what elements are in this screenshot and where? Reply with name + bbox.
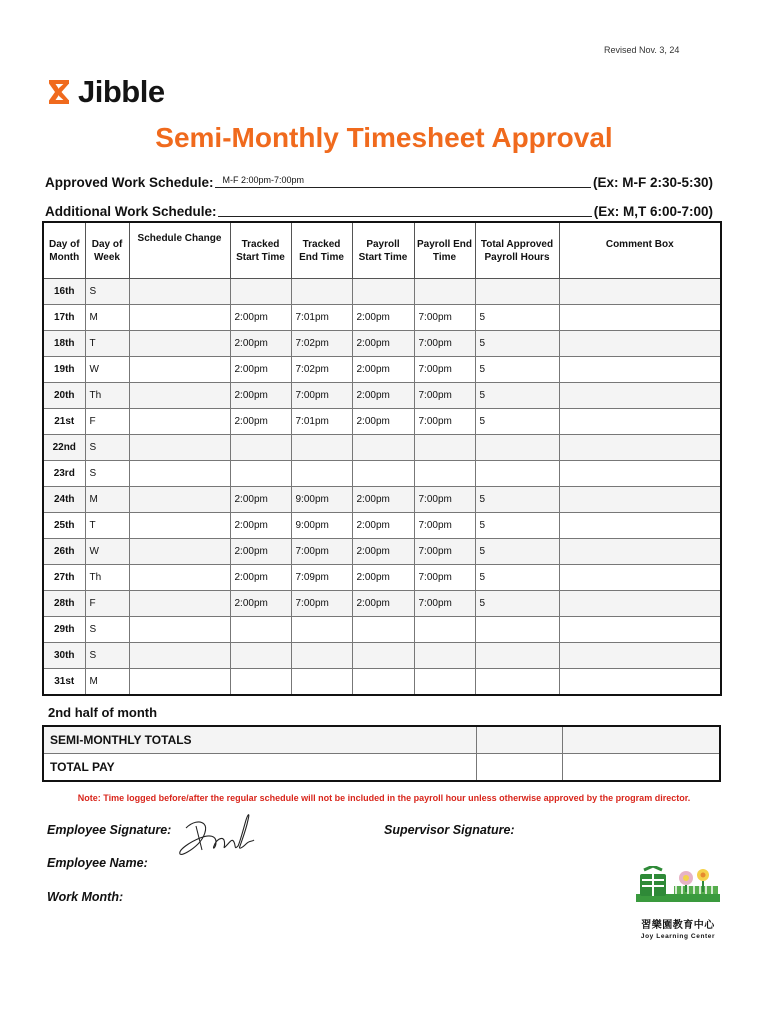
comment-cell[interactable] (559, 513, 721, 539)
day-of-week-cell: S (85, 435, 129, 461)
tracked-start-cell[interactable]: 2:00pm (230, 305, 291, 331)
comment-cell[interactable] (559, 643, 721, 669)
day-of-week-cell: T (85, 331, 129, 357)
total-hours-cell[interactable]: 5 (475, 565, 559, 591)
schedule-change-cell[interactable] (129, 643, 230, 669)
day-of-month-cell: 22nd (43, 435, 85, 461)
day-of-week-cell: F (85, 409, 129, 435)
day-of-week-cell: M (85, 669, 129, 696)
day-of-week-cell: S (85, 461, 129, 487)
day-of-month-cell: 18th (43, 331, 85, 357)
total-hours-cell[interactable]: 5 (475, 305, 559, 331)
table-row (43, 305, 721, 331)
col-tracked-end: Tracked End Time (291, 222, 352, 279)
schedule-change-cell[interactable] (129, 461, 230, 487)
schedule-change-cell[interactable] (129, 539, 230, 565)
payroll-start-cell[interactable] (352, 617, 414, 643)
comment-cell[interactable] (559, 409, 721, 435)
tracked-start-cell[interactable]: 2:00pm (230, 487, 291, 513)
col-comment-box: Comment Box (559, 222, 721, 279)
tracked-start-cell[interactable] (230, 461, 291, 487)
total-pay-label: TOTAL PAY (43, 754, 476, 782)
payroll-start-cell[interactable]: 2:00pm (352, 383, 414, 409)
day-of-week-cell: W (85, 539, 129, 565)
tracked-start-cell[interactable] (230, 643, 291, 669)
schedule-change-cell[interactable] (129, 591, 230, 617)
tracked-end-cell[interactable]: 7:01pm (291, 409, 352, 435)
table-row (43, 617, 721, 643)
tracked-start-cell[interactable]: 2:00pm (230, 331, 291, 357)
page-title: Semi-Monthly Timesheet Approval (155, 122, 613, 153)
tracked-end-cell[interactable] (291, 435, 352, 461)
payroll-start-cell[interactable]: 2:00pm (352, 409, 414, 435)
tracked-start-cell[interactable]: 2:00pm (230, 565, 291, 591)
school-name-en: Joy Learning Center (640, 933, 716, 940)
table-row (43, 565, 721, 591)
payroll-end-cell[interactable]: 7:00pm (414, 565, 475, 591)
tracked-start-cell[interactable] (230, 435, 291, 461)
hourglass-logo-icon (47, 79, 71, 105)
tracked-end-cell[interactable]: 7:09pm (291, 565, 352, 591)
day-of-week-cell: M (85, 487, 129, 513)
table-row (43, 409, 721, 435)
table-row (43, 487, 721, 513)
table-row (43, 513, 721, 539)
total-hours-cell[interactable] (475, 643, 559, 669)
col-day-of-week: Day of Week (85, 222, 129, 279)
day-of-week-cell: M (85, 305, 129, 331)
day-of-month-cell: 27th (43, 565, 85, 591)
comment-cell[interactable] (559, 279, 721, 305)
total-hours-cell[interactable]: 5 (475, 487, 559, 513)
payroll-start-cell[interactable] (352, 279, 414, 305)
payroll-start-cell[interactable]: 2:00pm (352, 487, 414, 513)
totals-table (42, 725, 721, 782)
payroll-start-cell[interactable]: 2:00pm (352, 513, 414, 539)
table-row (43, 331, 721, 357)
schedule-change-cell[interactable] (129, 357, 230, 383)
school-logo-icon (636, 866, 720, 910)
tracked-end-cell[interactable]: 7:02pm (291, 357, 352, 383)
approved-schedule-line (45, 173, 713, 190)
day-of-week-cell: Th (85, 383, 129, 409)
additional-schedule-line (45, 202, 713, 219)
payroll-end-cell[interactable]: 7:00pm (414, 331, 475, 357)
day-of-week-cell: S (85, 643, 129, 669)
comment-cell[interactable] (559, 357, 721, 383)
payroll-start-cell[interactable] (352, 435, 414, 461)
tracked-start-cell[interactable] (230, 669, 291, 696)
payroll-end-cell[interactable]: 7:00pm (414, 591, 475, 617)
payroll-start-cell[interactable]: 2:00pm (352, 305, 414, 331)
payroll-start-cell[interactable]: 2:00pm (352, 565, 414, 591)
schedule-change-cell[interactable] (129, 487, 230, 513)
schedule-change-cell[interactable] (129, 513, 230, 539)
table-row (43, 461, 721, 487)
tracked-start-cell[interactable]: 2:00pm (230, 513, 291, 539)
day-of-month-cell: 29th (43, 617, 85, 643)
payroll-end-cell[interactable]: 7:00pm (414, 383, 475, 409)
jibble-logo (47, 76, 165, 108)
tracked-end-cell[interactable]: 7:02pm (291, 331, 352, 357)
totals-row (43, 726, 720, 754)
schedule-change-cell[interactable] (129, 617, 230, 643)
brand-name: Jibble (78, 74, 165, 109)
tracked-end-cell[interactable]: 9:00pm (291, 513, 352, 539)
payroll-end-cell[interactable] (414, 435, 475, 461)
payroll-end-cell[interactable]: 7:00pm (414, 513, 475, 539)
totals-cell[interactable] (476, 726, 562, 754)
payroll-start-cell[interactable]: 2:00pm (352, 357, 414, 383)
payroll-end-cell[interactable]: 7:00pm (414, 487, 475, 513)
tracked-end-cell[interactable] (291, 617, 352, 643)
tracked-end-cell[interactable]: 7:00pm (291, 591, 352, 617)
total-pay-cell[interactable] (476, 754, 562, 782)
table-row (43, 357, 721, 383)
payroll-end-cell[interactable] (414, 279, 475, 305)
total-hours-cell[interactable]: 5 (475, 539, 559, 565)
comment-cell[interactable] (559, 383, 721, 409)
payroll-end-cell[interactable]: 7:00pm (414, 539, 475, 565)
total-hours-cell[interactable] (475, 435, 559, 461)
table-row (43, 539, 721, 565)
totals-cell[interactable] (562, 726, 720, 754)
total-hours-cell[interactable] (475, 669, 559, 696)
payroll-end-cell[interactable] (414, 617, 475, 643)
tracked-start-cell[interactable]: 2:00pm (230, 591, 291, 617)
payroll-end-cell[interactable] (414, 643, 475, 669)
day-of-month-cell: 30th (43, 643, 85, 669)
tracked-end-cell[interactable]: 7:01pm (291, 305, 352, 331)
day-of-week-cell: S (85, 279, 129, 305)
payroll-start-cell[interactable]: 2:00pm (352, 539, 414, 565)
payroll-end-cell[interactable]: 7:00pm (414, 305, 475, 331)
payroll-end-cell[interactable] (414, 669, 475, 696)
day-of-month-cell: 16th (43, 279, 85, 305)
tracked-start-cell[interactable] (230, 617, 291, 643)
comment-cell[interactable] (559, 565, 721, 591)
comment-cell[interactable] (559, 617, 721, 643)
tracked-end-cell[interactable]: 9:00pm (291, 487, 352, 513)
tracked-end-cell[interactable] (291, 643, 352, 669)
tracked-end-cell[interactable] (291, 669, 352, 696)
comment-cell[interactable] (559, 487, 721, 513)
total-hours-cell[interactable]: 5 (475, 513, 559, 539)
comment-cell[interactable] (559, 331, 721, 357)
tracked-start-cell[interactable] (230, 279, 291, 305)
day-of-month-cell: 20th (43, 383, 85, 409)
tracked-end-cell[interactable]: 7:00pm (291, 383, 352, 409)
col-schedule-change: Schedule Change (129, 222, 230, 279)
tracked-start-cell[interactable]: 2:00pm (230, 357, 291, 383)
day-of-month-cell: 19th (43, 357, 85, 383)
payroll-start-cell[interactable] (352, 669, 414, 696)
day-of-week-cell: Th (85, 565, 129, 591)
additional-schedule-label: Additional Work Schedule: (45, 204, 217, 219)
col-payroll-start: Payroll Start Time (352, 222, 414, 279)
employee-signature-label: Employee Signature: (47, 823, 172, 837)
half-of-month-label: 2nd half of month (48, 705, 158, 720)
comment-cell[interactable] (559, 539, 721, 565)
work-month-label: Work Month: (47, 890, 124, 904)
tracked-start-cell[interactable]: 2:00pm (230, 409, 291, 435)
total-hours-cell[interactable] (475, 461, 559, 487)
day-of-week-cell: S (85, 617, 129, 643)
total-hours-cell[interactable]: 5 (475, 383, 559, 409)
supervisor-signature-label: Supervisor Signature: (384, 823, 515, 837)
payroll-start-cell[interactable] (352, 461, 414, 487)
total-hours-cell[interactable]: 5 (475, 357, 559, 383)
schedule-change-cell[interactable] (129, 383, 230, 409)
comment-cell[interactable] (559, 461, 721, 487)
additional-schedule-field[interactable] (218, 202, 592, 217)
tracked-start-cell[interactable]: 2:00pm (230, 383, 291, 409)
day-of-week-cell: T (85, 513, 129, 539)
table-header-row (43, 222, 721, 279)
comment-cell[interactable] (559, 435, 721, 461)
total-pay-cell[interactable] (562, 754, 720, 782)
table-row (43, 643, 721, 669)
comment-cell[interactable] (559, 669, 721, 696)
schedule-change-cell[interactable] (129, 305, 230, 331)
schedule-change-cell[interactable] (129, 409, 230, 435)
day-of-month-cell: 24th (43, 487, 85, 513)
tracked-end-cell[interactable]: 7:00pm (291, 539, 352, 565)
policy-note: Note: Time logged before/after the regular schedule will not be included in the payroll hour unless otherwise approved by the program director. (77, 793, 691, 803)
approved-schedule-example: (Ex: M-F 2:30-5:30) (592, 175, 713, 190)
schedule-change-cell[interactable] (129, 669, 230, 696)
payroll-start-cell[interactable]: 2:00pm (352, 591, 414, 617)
day-of-month-cell: 23rd (43, 461, 85, 487)
day-of-month-cell: 21st (43, 409, 85, 435)
approved-schedule-field[interactable]: M-F 2:00pm-7:00pm (215, 173, 591, 188)
school-name-zh: 習樂園教育中心 (641, 920, 715, 931)
day-of-week-cell: F (85, 591, 129, 617)
total-pay-row (43, 754, 720, 782)
payroll-start-cell[interactable] (352, 643, 414, 669)
day-of-month-cell: 26th (43, 539, 85, 565)
totals-label: SEMI-MONTHLY TOTALS (43, 726, 476, 754)
col-payroll-end: Payroll End Time (414, 222, 475, 279)
table-row (43, 279, 721, 305)
approved-schedule-label: Approved Work Schedule: (45, 175, 214, 190)
col-tracked-start: Tracked Start Time (230, 222, 291, 279)
school-logo (636, 866, 720, 940)
table-row (43, 383, 721, 409)
tracked-end-cell[interactable] (291, 279, 352, 305)
employee-name-label: Employee Name: (47, 856, 148, 870)
day-of-month-cell: 28th (43, 591, 85, 617)
comment-cell[interactable] (559, 591, 721, 617)
tracked-start-cell[interactable]: 2:00pm (230, 539, 291, 565)
schedule-change-cell[interactable] (129, 279, 230, 305)
handwritten-signature[interactable] (176, 806, 258, 864)
total-hours-cell[interactable] (475, 617, 559, 643)
day-of-month-cell: 25th (43, 513, 85, 539)
payroll-start-cell[interactable]: 2:00pm (352, 331, 414, 357)
total-hours-cell[interactable]: 5 (475, 409, 559, 435)
table-row (43, 435, 721, 461)
revised-date: Revised Nov. 3, 24 (604, 45, 680, 55)
payroll-end-cell[interactable]: 7:00pm (414, 409, 475, 435)
payroll-end-cell[interactable]: 7:00pm (414, 357, 475, 383)
day-of-month-cell: 31st (43, 669, 85, 696)
total-hours-cell[interactable]: 5 (475, 591, 559, 617)
day-of-month-cell: 17th (43, 305, 85, 331)
total-hours-cell[interactable]: 5 (475, 331, 559, 357)
additional-schedule-example: (Ex: M,T 6:00-7:00) (593, 204, 713, 219)
table-row (43, 591, 721, 617)
timesheet-table (42, 221, 722, 696)
schedule-change-cell[interactable] (129, 331, 230, 357)
table-row (43, 669, 721, 696)
day-of-week-cell: W (85, 357, 129, 383)
col-total-hours: Total Approved Payroll Hours (475, 222, 559, 279)
col-day-of-month: Day of Month (43, 222, 85, 279)
payroll-end-cell[interactable] (414, 461, 475, 487)
comment-cell[interactable] (559, 305, 721, 331)
total-hours-cell[interactable] (475, 279, 559, 305)
tracked-end-cell[interactable] (291, 461, 352, 487)
schedule-change-cell[interactable] (129, 435, 230, 461)
schedule-change-cell[interactable] (129, 565, 230, 591)
